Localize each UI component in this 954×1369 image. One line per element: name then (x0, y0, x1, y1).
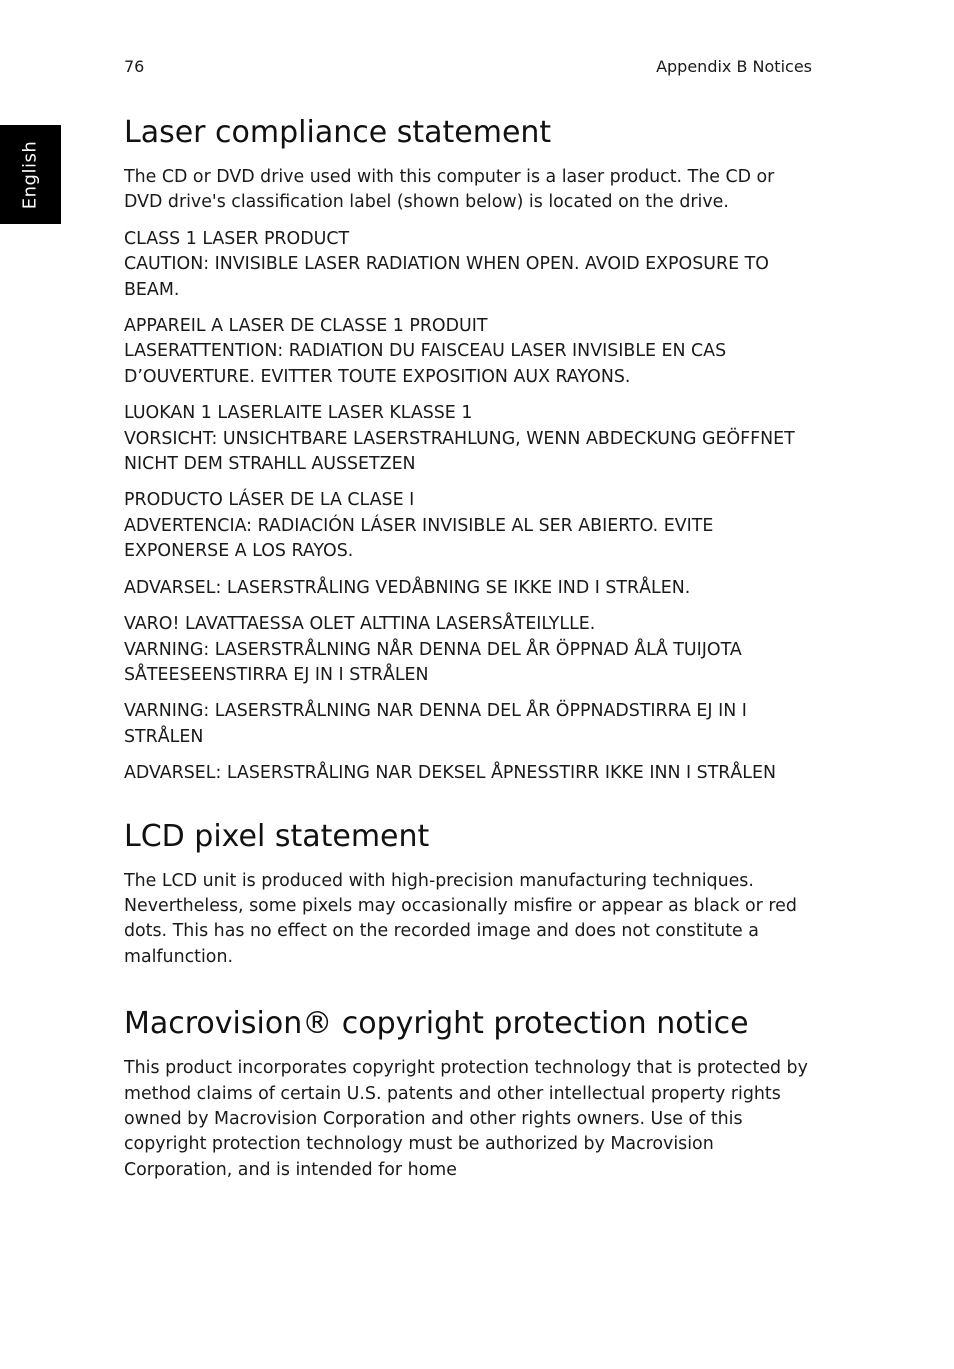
notice-line: ADVARSEL: LASERSTRÅLING VEDÅBNING SE IKKE IND I STRÅLEN. (124, 577, 691, 598)
notice-line: ADVERTENCIA: RADIACIÓN LÁSER INVISIBLE AL SER ABIERTO. EVITE EXPONERSE A LOS RAYOS. (124, 515, 714, 562)
running-header: Appendix B Notices (656, 57, 812, 76)
notice-line: LASERATTENTION: RADIATION DU FAISCEAU LASER INVISIBLE EN CAS D’OUVERTURE. EVITTER TOUTE EXPOSITION AUX RAYONS. (124, 341, 727, 387)
notice-line: APPAREIL A LASER DE CLASSE 1 PRODUIT (124, 316, 488, 337)
notice-line: CLASS 1 LASER PRODUCT (124, 228, 350, 249)
laser-notice (124, 612, 810, 688)
laser-intro: The CD or DVD drive used with this computer is a laser product. The CD or DVD drive's classification label (shown below) is located on the drive. (124, 167, 775, 213)
notice-line: PRODUCTO LÁSER DE LA CLASE I (124, 490, 415, 511)
language-side-tab (0, 125, 61, 224)
notice-line: ADVARSEL: LASERSTRÅLING NAR DEKSEL ÅPNESSTIRR IKKE INN I STRÅLEN (124, 763, 776, 784)
page-number: 76 (124, 57, 145, 76)
lcd-heading: LCD pixel statement (124, 818, 430, 854)
side-tab-label: English (19, 140, 41, 209)
page-content (124, 113, 810, 1194)
laser-notice (124, 401, 810, 477)
macrovision-heading: Macrovision® copyright protection notice (124, 1006, 749, 1042)
notice-line: LUOKAN 1 LASERLAITE LASER KLASSE 1 (124, 403, 473, 424)
notice-line: CAUTION: INVISIBLE LASER RADIATION WHEN OPEN. AVOID EXPOSURE TO BEAM. (124, 254, 769, 300)
notice-line: VORSICHT: UNSICHTBARE LASERSTRAHLUNG, WENN ABDECKUNG GEÖFFNET NICHT DEM STRAHLL AUSSETZEN (124, 428, 795, 475)
laser-section (124, 113, 810, 787)
laser-notice (124, 699, 810, 750)
laser-notice (124, 227, 810, 303)
laser-notice (124, 576, 810, 601)
laser-heading: Laser compliance statement (124, 115, 552, 150)
notice-line: VARO! LAVATTAESSA OLET ALTTINA LASERSÅTEILYLLE. (124, 614, 596, 635)
laser-notice (124, 761, 810, 786)
laser-notice (124, 314, 810, 390)
macrovision-body: This product incorporates copyright protection technology that is protected by method claims of certain U.S. patents and other intellectual property rights owned by Macrovision Corporation and other rights owners. Use of this copyright protection technology must be authorized by Macrovision Corporation, and is intended for home (124, 1058, 808, 1180)
notice-line: VARNING: LASERSTRÅLNING NÅR DENNA DEL ÅR ÖPPNAD ÅLÅ TUIJOTA SÅTEESEENSTIRRA EJ IN I STRÅLEN (124, 639, 742, 685)
lcd-section (124, 817, 810, 971)
macrovision-section (124, 1004, 810, 1183)
lcd-body: The LCD unit is produced with high-precision manufacturing techniques. Nevertheless, some pixels may occasionally misfire or appear as black or red dots. This has no effect on the recorded image and does not constitute a malfunction. (124, 870, 797, 967)
notice-line: VARNING: LASERSTRÅLNING NAR DENNA DEL ÅR ÖPPNADSTIRRA EJ IN I STRÅLEN (124, 701, 747, 747)
laser-notice (124, 488, 810, 564)
